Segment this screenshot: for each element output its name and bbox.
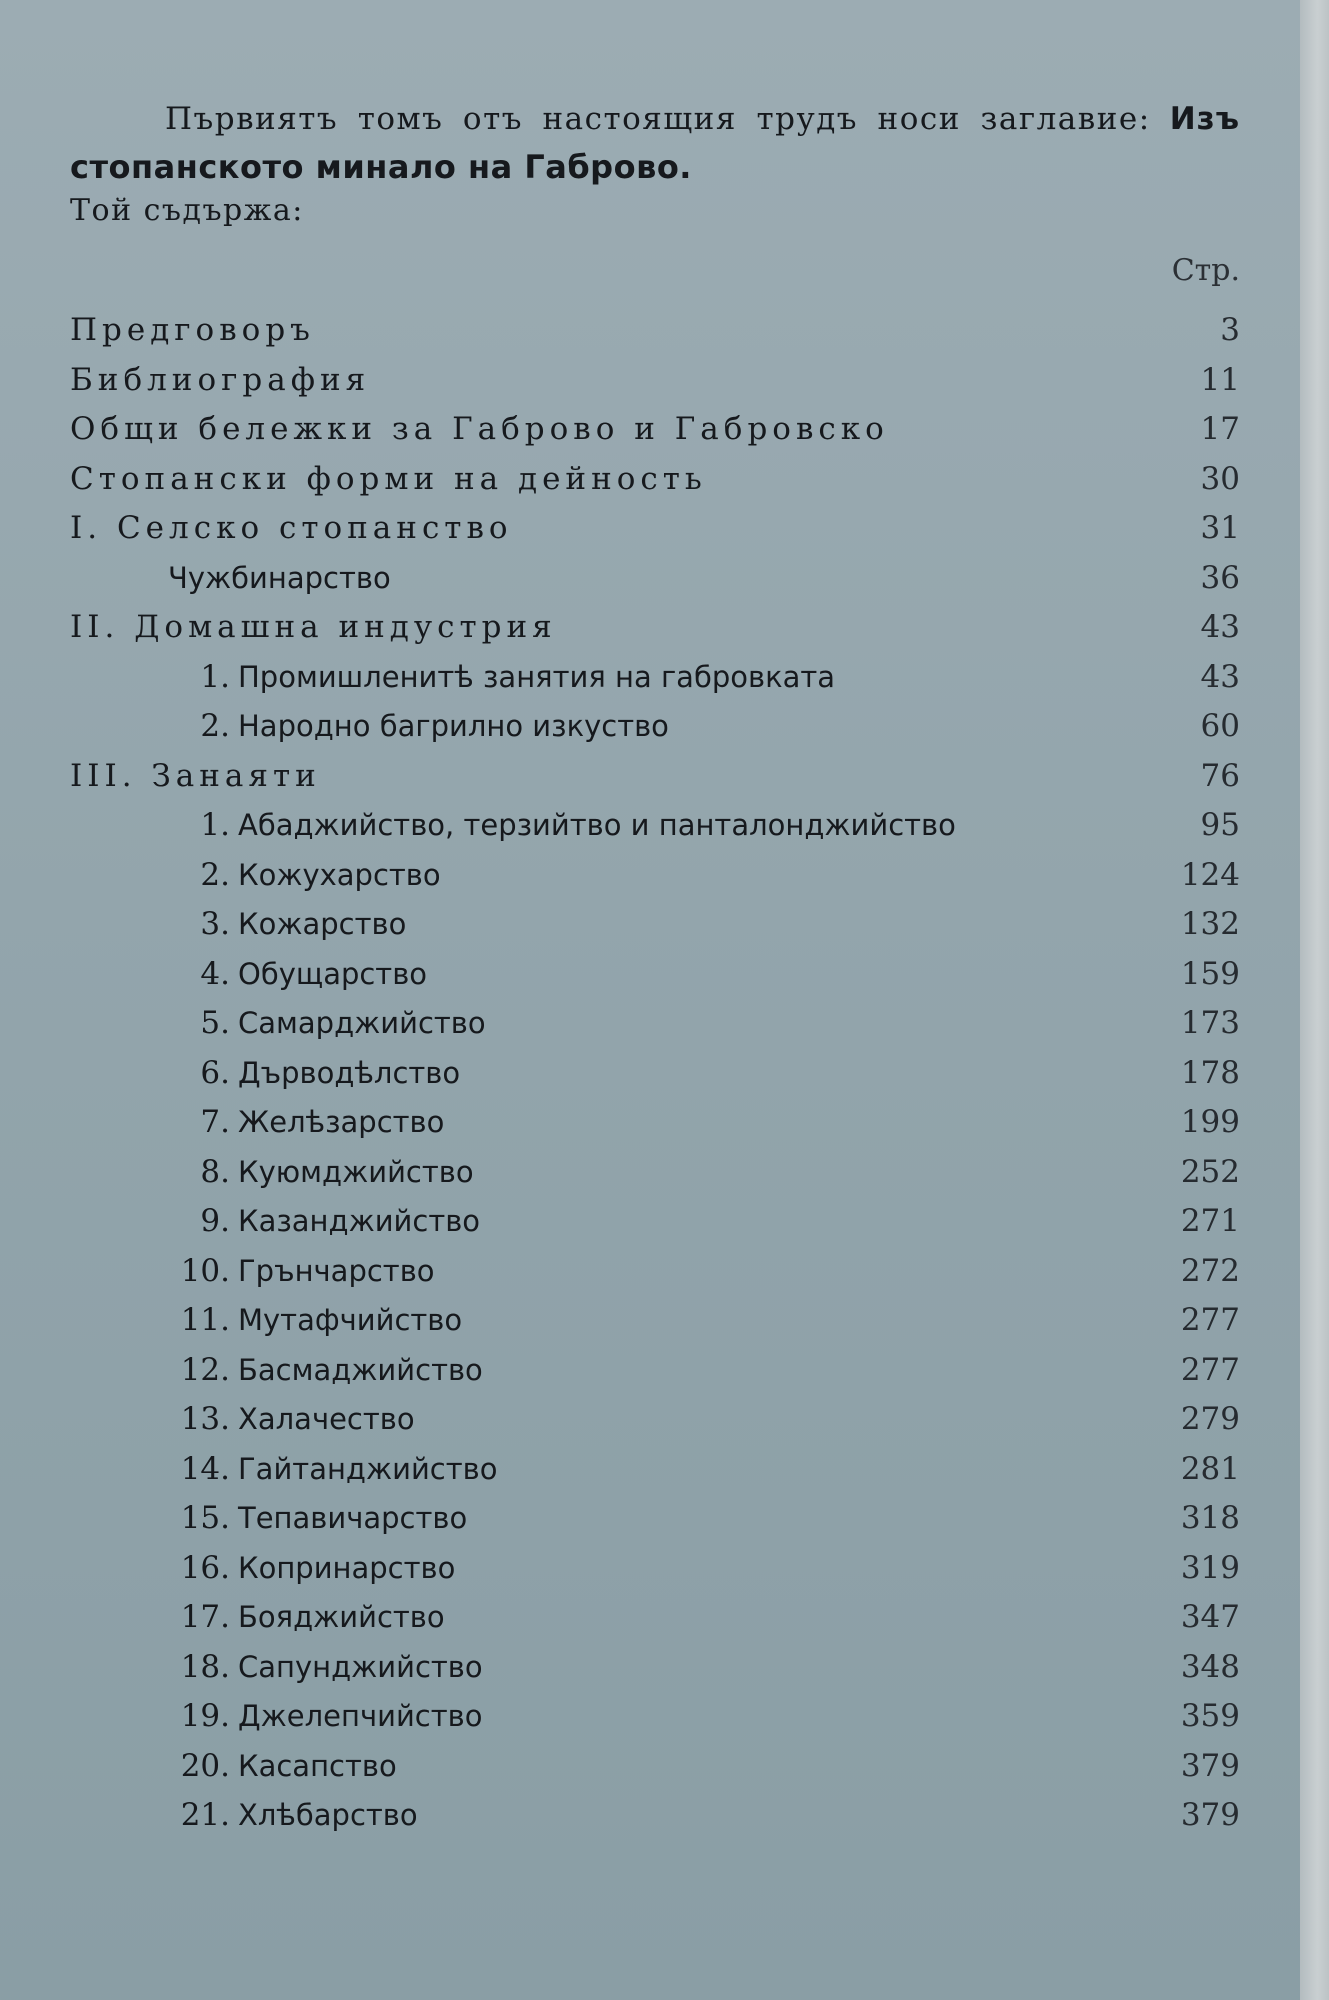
toc-entry [70,356,1240,406]
toc-entry [70,1445,1240,1495]
toc-entry [70,999,1240,1049]
toc-entry [70,1643,1240,1693]
toc-entry-number: 13. [180,1401,230,1437]
toc-entry-page: 178 [1180,1054,1240,1091]
toc-entry-title: Кожарство [238,907,407,941]
toc-entry-title: Абаджийство, терзийтво и панталонджийство [238,808,956,842]
toc-entry-title: Халачество [238,1402,415,1436]
toc-entry-page: 277 [1180,1302,1240,1338]
toc-entry-page: 379 [1180,1797,1240,1833]
toc-entry-title: Обущарство [238,956,428,991]
toc-entry-title: Джелепчийство [238,1699,483,1733]
toc-entry-page: 347 [1180,1599,1240,1635]
toc-entry [70,603,1240,653]
toc-entry [70,1395,1240,1445]
intro-paragraph [70,98,1240,232]
toc-entry-page: 124 [1180,856,1240,893]
toc-entry [70,801,1240,851]
toc-entry-number: 19. [180,1698,230,1734]
toc-entry-number: 6. [200,1054,230,1091]
toc-entry-number: 16. [180,1549,230,1586]
toc-entry-page: 30 [1200,460,1240,497]
contents-intro: Той съдържа: [70,193,304,228]
toc-entry-number: 18. [180,1648,230,1685]
page-edge [1300,0,1329,2000]
toc-entry-title: Казанджийство [238,1204,481,1238]
toc-entry-number: 17. [180,1599,230,1635]
toc-entry-number: 21. [180,1797,230,1833]
toc-entry-title: Басмаджийство [238,1352,483,1387]
toc-entry-title: Самарджийство [238,1006,486,1040]
intro-lead-text: Първиятъ томъ отъ настоящия трудъ носи заглавие: [165,101,1151,137]
table-of-contents [70,306,1240,1841]
toc-entry-title: Гайтанджийство [238,1451,498,1486]
toc-entry [70,851,1240,901]
toc-entry-page: 60 [1200,708,1240,744]
intro-line-1 [70,98,1240,140]
toc-entry-title: Мутафчийство [238,1303,463,1337]
toc-entry [70,752,1240,802]
toc-entry-number: 3. [200,906,230,942]
toc-entry-number: 7. [200,1104,230,1140]
toc-entry-page: 76 [1200,757,1240,794]
toc-entry [70,1098,1240,1148]
toc-entry-title: Дърводѣлство [238,1055,461,1090]
toc-entry-page: 252 [1180,1153,1240,1190]
page-column-label: Стр. [1171,253,1240,288]
toc-entry [70,1791,1240,1841]
toc-entry-title: Тепавичарство [238,1501,468,1535]
toc-entry-title: Предговоръ [70,312,315,348]
toc-entry-page: 43 [1200,658,1240,695]
volume-title-start: Изъ [1169,101,1240,137]
toc-entry-title: Народно багрилно изкуство [238,709,669,743]
toc-entry-title: Библиография [70,361,371,398]
toc-entry-page: 271 [1180,1203,1240,1239]
toc-entry-number: 12. [180,1351,230,1388]
toc-entry-number: 10. [180,1252,230,1289]
toc-entry-title: Стопански форми на дейность [70,460,707,497]
toc-entry-page: 17 [1200,411,1240,447]
toc-entry-title: Хлѣбарство [238,1798,418,1832]
toc-entry-number: 2. [200,856,230,893]
toc-entry-page: 319 [1180,1549,1240,1586]
toc-entry [70,950,1240,1000]
toc-entry-page: 199 [1180,1104,1240,1140]
toc-entry-page: 359 [1180,1698,1240,1734]
toc-entry [70,306,1240,356]
toc-entry-title: Касапство [238,1748,397,1783]
toc-entry-page: 31 [1200,510,1240,546]
toc-entry [70,1494,1240,1544]
toc-entry-number: 20. [180,1747,230,1784]
toc-entry [70,455,1240,505]
toc-entry [70,554,1240,604]
toc-entry-number: 4. [200,955,230,992]
toc-entry [70,1148,1240,1198]
toc-entry-title: Общи бележки за Габрово и Габровско [70,411,889,447]
toc-entry-number: 1. [200,658,230,695]
toc-entry [70,504,1240,554]
toc-entry-number: 8. [200,1153,230,1190]
toc-entry-title: Желѣзарство [238,1105,445,1139]
toc-entry-number: 11. [180,1302,230,1338]
toc-entry [70,1742,1240,1792]
toc-entry-title: Чужбинарство [168,560,391,595]
toc-entry [70,1197,1240,1247]
toc-entry [70,1593,1240,1643]
toc-entry-page: 132 [1180,906,1240,942]
toc-entry-page: 318 [1180,1500,1240,1536]
toc-entry-number: 15. [180,1500,230,1536]
toc-entry-page: 95 [1200,807,1240,843]
toc-entry [70,1544,1240,1594]
toc-entry-title: Промишленитѣ занятия на габровката [238,659,836,694]
toc-entry-title: Бояджийство [238,1600,445,1634]
toc-entry-number: 2. [200,708,230,744]
toc-entry-page: 272 [1180,1252,1240,1289]
toc-entry [70,702,1240,752]
toc-entry-title: III. Занаяти [70,757,321,794]
toc-entry-page: 3 [1220,312,1240,348]
toc-entry [70,900,1240,950]
toc-entry-page: 281 [1180,1450,1240,1487]
toc-entry-title: Кожухарство [238,857,441,892]
toc-entry-number: 14. [180,1450,230,1487]
toc-entry-number: 1. [200,807,230,843]
toc-entry-page: 159 [1180,955,1240,992]
toc-entry-page: 379 [1180,1747,1240,1784]
toc-entry-page: 173 [1180,1005,1240,1041]
toc-entry [70,1296,1240,1346]
toc-entry [70,1049,1240,1099]
toc-entry-page: 43 [1200,609,1240,645]
toc-entry-title: Сапунджийство [238,1649,483,1684]
toc-entry-number: 9. [200,1203,230,1239]
toc-entry-page: 277 [1180,1351,1240,1388]
toc-entry-title: Копринарство [238,1550,456,1585]
toc-entry-title: I. Селско стопанство [70,510,513,546]
toc-entry [70,1346,1240,1396]
toc-entry [70,1247,1240,1297]
toc-entry-title: Куюмджийство [238,1154,474,1189]
toc-entry-page: 36 [1200,559,1240,596]
toc-entry-page: 11 [1200,361,1240,398]
toc-entry [70,653,1240,703]
toc-entry [70,405,1240,455]
toc-entry-title: Грънчарство [238,1253,435,1288]
toc-entry-number: 5. [200,1005,230,1041]
toc-entry-page: 348 [1180,1648,1240,1685]
toc-entry-title: II. Домашна индустрия [70,609,557,645]
toc-entry-page: 279 [1180,1401,1240,1437]
toc-entry [70,1692,1240,1742]
volume-title-rest: стопанското минало на Габрово. [70,148,692,186]
